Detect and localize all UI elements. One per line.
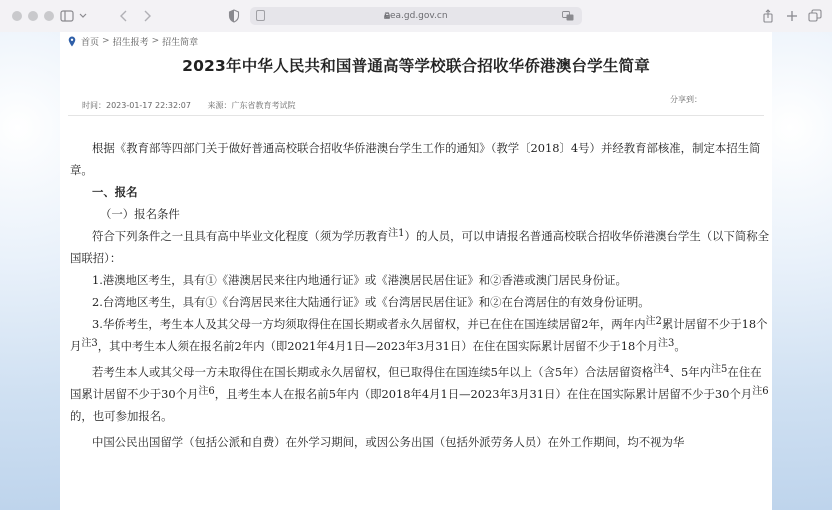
text-span: 累计居留不少于18个月: [70, 317, 768, 353]
share-icon[interactable]: [762, 7, 774, 25]
paragraph-hk-macao: 1.港澳地区考生，具有①《港澳居民来往内地通行证》或《港澳居民居住证》和②香港或澳门居民身份证。: [92, 273, 627, 287]
breadcrumb-brochure[interactable]: 招生简章: [162, 37, 199, 48]
share-label: 分享到：: [670, 95, 702, 104]
breadcrumb-home[interactable]: 首页: [81, 37, 100, 48]
text-span: ）的人员，可以申请报名普通高校联合招收华侨港澳台学生（以下简称全国联招）：: [70, 229, 770, 265]
subsection-heading: （一）报名条件: [100, 207, 180, 221]
text-span: 在住在国累计居留不少于30个月: [70, 365, 762, 401]
forward-button[interactable]: [141, 7, 153, 25]
article-source: 来源：广东省教育考试院: [207, 101, 296, 110]
text-span: ，其中考生本人须在报名前2年内（即2021年4月1日—2023年3月31日）在住在国实际累计居留不少于18个月: [97, 339, 658, 353]
address-bar[interactable]: [250, 7, 582, 25]
minimize-window-button[interactable]: [28, 11, 38, 21]
footnote-ref[interactable]: 注6: [198, 386, 215, 397]
translate-icon[interactable]: [562, 11, 574, 21]
sidebar-toggle-icon[interactable]: [60, 7, 74, 25]
text-span: 符合下列条件之一且具有高中毕业文化程度（须为学历教育: [92, 229, 389, 243]
text-span: 3.华侨考生，考生本人及其父母一方均须取得住在国长期或者永久居留权，并已在住在国连续居留2年，两年内: [92, 317, 646, 331]
footnote-ref[interactable]: 注3: [657, 338, 675, 349]
footnote-ref[interactable]: 注3: [81, 338, 98, 349]
page-background-right: [772, 32, 832, 510]
text-span: 。: [674, 339, 686, 353]
footnote-ref[interactable]: 注4: [653, 364, 670, 375]
browser-toolbar: [0, 0, 832, 33]
footnote-ref[interactable]: 注1: [388, 228, 405, 239]
breadcrumb: [68, 32, 198, 50]
paragraph-eligibility: [70, 225, 770, 269]
page-background-left: [0, 32, 60, 510]
chevron-down-icon[interactable]: [78, 7, 88, 25]
text-span: 的，也可参加报名。: [70, 409, 173, 423]
breadcrumb-separator: >: [102, 36, 110, 46]
paragraph-intro: 根据《教育部等四部门关于做好普通高校联合招收华侨港澳台学生工作的通知》（教学〔2018〕4号）并经教育部核准，制定本招生简章。: [70, 141, 761, 177]
zoom-window-button[interactable]: [44, 11, 54, 21]
article-meta: [82, 100, 310, 111]
article-card: [60, 32, 772, 510]
page-title: 2023年中华人民共和国普通高等学校联合招收华侨港澳台学生简章: [182, 57, 650, 75]
paragraph-taiwan: 2.台湾地区考生，具有①《台湾居民来往大陆通行证》或《台湾居民居住证》和②在台湾居住的有效身份证明。: [92, 295, 650, 309]
breadcrumb-enrollment[interactable]: 招生报考: [112, 37, 149, 48]
breadcrumb-separator: >: [151, 36, 160, 46]
article-body: [70, 137, 770, 453]
new-tab-icon[interactable]: [786, 7, 798, 25]
paragraph-residence: [70, 361, 770, 427]
shield-icon[interactable]: [228, 7, 240, 25]
footnote-ref[interactable]: 注2: [645, 316, 662, 327]
divider: [68, 115, 764, 116]
paragraph-overseas-chinese: [70, 313, 770, 357]
publish-time: 时间：2023-01-17 22:32:07: [82, 101, 191, 110]
close-window-button[interactable]: [12, 11, 22, 21]
text-span: ，且考生本人在报名前5年内（即2018年4月1日—2023年3月31日）在住在国实际累计居留不少于30个月: [214, 387, 753, 401]
footnote-ref[interactable]: 注5: [711, 364, 728, 375]
section-heading: 一、报名: [92, 185, 138, 199]
footnote-ref[interactable]: 注6: [752, 386, 769, 397]
text-span: 若考生本人或其父母一方未取得住在国长期或永久居留权，但已取得住在国连续5年以上（含5年）合法居留资格: [92, 365, 654, 379]
tab-overview-icon[interactable]: [808, 7, 822, 25]
text-span: 、5年内: [669, 365, 712, 379]
paragraph-citizens-abroad: 中国公民出国留学（包括公派和自费）在外学习期间，或因公务出国（包括外派劳务人员）在外工作期间，均不视为华: [92, 435, 685, 449]
url-text: eea.gd.gov.cn: [384, 11, 448, 21]
location-pin-icon: [68, 36, 76, 47]
back-button[interactable]: [118, 7, 130, 25]
